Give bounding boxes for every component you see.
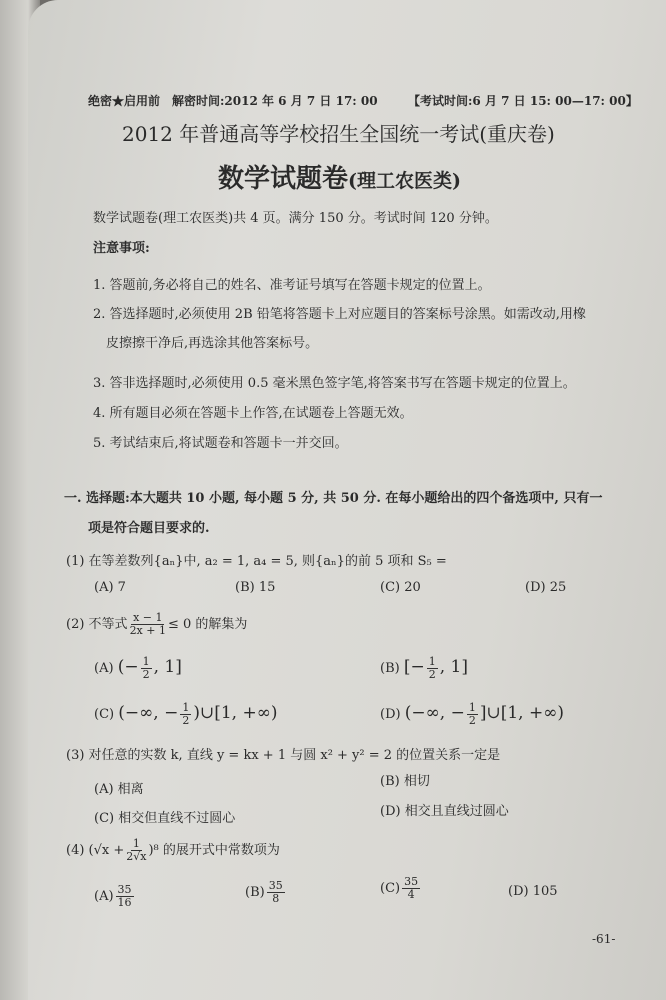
fraction [402, 876, 420, 901]
denominator: 2√x [126, 850, 147, 863]
label: (C) [380, 881, 401, 896]
q4-fraction [126, 838, 146, 863]
numerator: 1 [132, 837, 140, 850]
numerator: x − 1 [133, 611, 163, 624]
n: 35 [117, 883, 132, 896]
label: (D) [380, 707, 401, 722]
notes-heading: 注意事项: [93, 241, 150, 256]
q3-option-c: (C) 相交但直线不过圆心 [94, 811, 236, 826]
half [427, 656, 438, 681]
note: 皮擦擦干净后,再选涂其他答案标号。 [106, 336, 319, 351]
post: ]∪[1, +∞) [479, 703, 564, 723]
q2-option-a [94, 656, 182, 681]
post: )∪[1, +∞) [193, 703, 278, 723]
q2-fraction [130, 612, 166, 637]
half [180, 702, 191, 727]
d: 2 [142, 668, 150, 681]
q4-stem [66, 838, 280, 863]
q3-option-a: (A) 相离 [94, 782, 144, 797]
q4-option-a [94, 884, 136, 909]
n: 35 [268, 879, 283, 892]
q1-stem: (1) 在等差数列{aₙ}中, a₂ = 1, a₄ = 5, 则{aₙ}的前 5 项和 S₅ = [66, 554, 447, 569]
half [141, 656, 152, 681]
d: 2 [468, 714, 476, 727]
label: (B) [380, 661, 400, 676]
q2-option-b [380, 656, 468, 681]
intro: 数学试题卷(理工农医类)共 4 页。满分 150 分。考试时间 120 分钟。 [93, 211, 498, 226]
label: (A) [94, 661, 114, 676]
pre: (−∞, − [118, 703, 179, 723]
label: (B) [245, 885, 265, 900]
q3-option-b: (B) 相切 [380, 774, 430, 789]
q2-stem [66, 612, 247, 637]
q1-option-d: (D) 25 [525, 580, 567, 595]
value: 105 [532, 884, 558, 899]
q2-option-d [380, 702, 564, 727]
exam-title: 2012 年普通高等学校招生全国统一考试(重庆卷) [122, 122, 555, 146]
note: 1. 答题前,务必将自己的姓名、准考证号填写在答题卡规定的位置上。 [93, 278, 491, 293]
q1-option-c: (C) 20 [380, 580, 421, 595]
n: 35 [404, 875, 419, 888]
n: 1 [142, 655, 150, 668]
pre: [− [403, 657, 425, 677]
q4-stem-post: )⁸ 的展开式中常数项为 [148, 843, 280, 858]
denominator: 2x + 1 [129, 624, 166, 637]
d: 2 [182, 714, 190, 727]
label: (A) [94, 889, 114, 904]
q4-stem-pre: (4) (√x + [66, 843, 125, 858]
fraction [267, 880, 285, 905]
fraction [116, 884, 134, 909]
n: 1 [428, 655, 436, 668]
q3-option-d: (D) 相交且直线过圆心 [380, 804, 509, 819]
q4-option-b [245, 880, 287, 905]
section-heading: 一. 选择题:本大题共 10 小题, 每小题 5 分, 共 50 分. 在每小题给出的四个备选项中, 只有一 [64, 491, 603, 506]
q4-option-c [380, 876, 422, 901]
subtitle-main: 数学试题卷 [218, 164, 349, 194]
n: 1 [468, 701, 476, 714]
d: 8 [272, 892, 280, 905]
half [467, 702, 478, 727]
post: , 1] [153, 657, 182, 677]
section-heading-cont: 项是符合题目要求的. [88, 521, 210, 536]
q2-stem-post: ≤ 0 的解集为 [167, 617, 248, 632]
q3-stem: (3) 对任意的实数 k, 直线 y = kx + 1 与圆 x² + y² = 2 的位置关系一定是 [66, 748, 501, 763]
header-right: 【考试时间:6 月 7 日 15: 00—17: 00】 [408, 94, 638, 108]
note: 5. 考试结束后,将试题卷和答题卡一并交回。 [93, 436, 348, 451]
label: (C) [94, 707, 115, 722]
q1-option-b: (B) 15 [235, 580, 276, 595]
note: 4. 所有题目必须在答题卡上作答,在试题卷上答题无效。 [93, 406, 413, 421]
q2-stem-pre: (2) 不等式 [66, 617, 128, 632]
label: (D) [508, 884, 529, 899]
post: , 1] [439, 657, 468, 677]
note: 2. 答选择题时,必须使用 2B 铅笔将答题卡上对应题目的答案标号涂黑。如需改动,用橡 [93, 307, 586, 322]
page-number: -61- [592, 932, 616, 946]
q1-option-a: (A) 7 [94, 580, 126, 595]
header-left: 绝密★启用前 解密时间:2012 年 6 月 7 日 17: 00 [88, 94, 378, 108]
d: 2 [428, 668, 436, 681]
n: 1 [182, 701, 190, 714]
subtitle [218, 158, 461, 195]
pre: (− [117, 657, 139, 677]
subtitle-paren: (理工农医类) [348, 170, 461, 192]
d: 4 [407, 888, 415, 901]
q4-option-d [508, 884, 558, 899]
d: 16 [117, 896, 132, 909]
q2-option-c [94, 702, 278, 727]
pre: (−∞, − [404, 703, 465, 723]
note: 3. 答非选择题时,必须使用 0.5 毫米黑色签字笔,将答案书写在答题卡规定的位置上。 [93, 376, 576, 391]
